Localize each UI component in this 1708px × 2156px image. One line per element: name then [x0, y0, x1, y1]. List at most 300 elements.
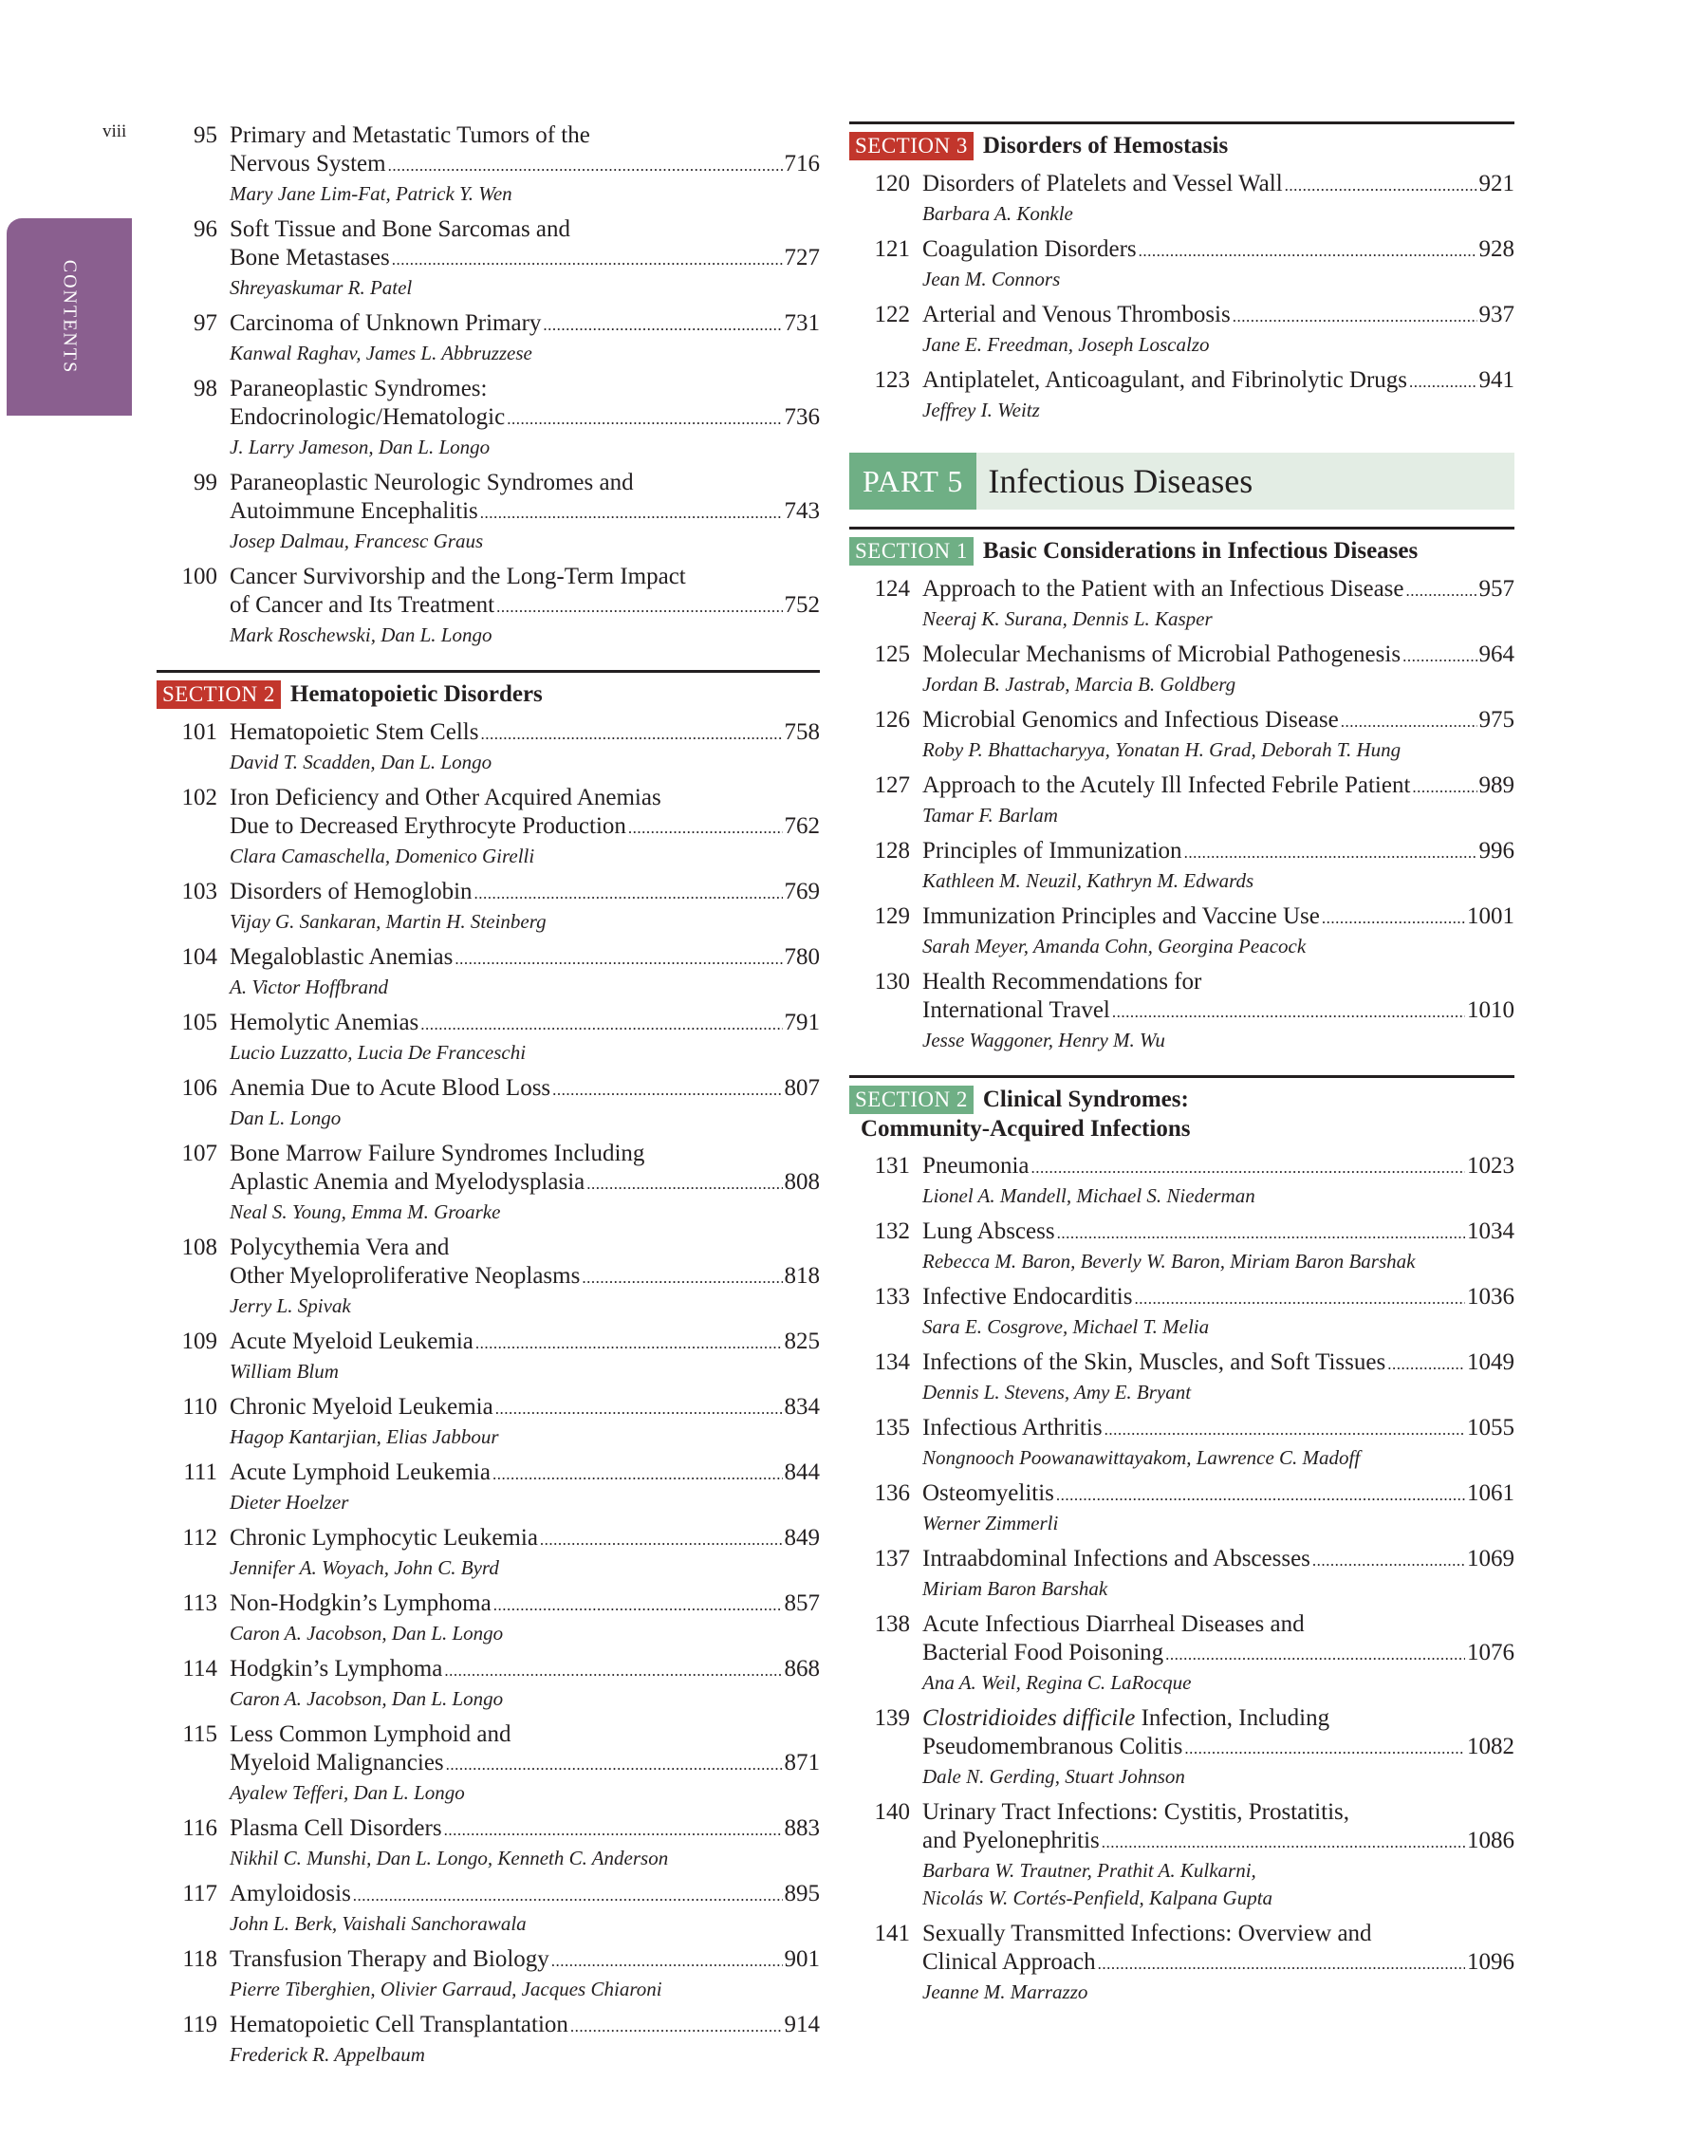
toc-entry [849, 1217, 1514, 1275]
chapter-authors: Ana A. Weil, Regina C. LaRocque [922, 1671, 1192, 1694]
chapter-title: Bone Metastases [230, 245, 390, 270]
chapter-title: Arterial and Venous Thrombosis [922, 302, 1231, 327]
chapter-authors: Neal S. Young, Emma M. Groarke [230, 1200, 501, 1223]
chapter-title-line [157, 1262, 820, 1292]
chapter-authors: Pierre Tiberghien, Olivier Garraud, Jacques Chiaroni [230, 1978, 662, 2000]
chapter-title: Chronic Lymphocytic Leukemia [230, 1525, 538, 1551]
toc-entry [849, 1348, 1514, 1406]
chapter-number: 129 [874, 903, 910, 929]
chapter-title: Principles of Immunization [922, 838, 1182, 864]
chapter-number: 130 [874, 969, 910, 994]
chapter-title: Aplastic Anemia and Myelodysplasia [230, 1169, 585, 1195]
page-number: 762 [784, 813, 820, 839]
chapter-title: Bacterial Food Poisoning [922, 1640, 1164, 1665]
toc-entry [157, 878, 820, 936]
chapter-number: 121 [874, 236, 910, 262]
part-header-infectious [849, 453, 1514, 510]
chapter-title-line [157, 1880, 820, 1910]
chapter-number: 113 [182, 1590, 217, 1616]
toc-entry [157, 563, 820, 649]
chapter-authors: Jordan B. Jastrab, Marcia B. Goldberg [922, 673, 1236, 696]
dot-leader [1402, 641, 1476, 671]
chapter-title-line [157, 718, 820, 749]
chapter-title-line [849, 1283, 1514, 1313]
chapter-title-line [157, 1655, 820, 1685]
dot-leader [1406, 575, 1477, 605]
chapter-number: 126 [874, 707, 910, 733]
chapter-title-line [157, 215, 820, 244]
chapter-number: 127 [874, 772, 910, 798]
chapter-number: 96 [194, 216, 217, 242]
chapter-title-line [157, 1459, 820, 1489]
chapter-authors: Jean M. Connors [922, 268, 1061, 290]
page-number: 941 [1478, 367, 1514, 393]
page-number: 996 [1478, 838, 1514, 864]
page-number: 1023 [1467, 1153, 1514, 1179]
page-number: 1055 [1467, 1415, 1514, 1440]
part-title: Infectious Diseases [976, 453, 1514, 510]
chapter-title: Hodgkin’s Lymphoma [230, 1656, 443, 1682]
section-header-clinical [849, 1075, 1514, 1143]
dot-leader [392, 244, 783, 274]
chapter-title-line [849, 706, 1514, 736]
chapter-authors: Rebecca M. Baron, Beverly W. Baron, Miriam Baron Barshak [922, 1250, 1416, 1273]
chapter-number: 115 [182, 1721, 217, 1747]
dot-leader [1165, 1639, 1465, 1669]
chapter-title-line [849, 1639, 1514, 1669]
dot-leader [1341, 706, 1477, 736]
chapter-title-line [849, 1827, 1514, 1857]
dot-leader [540, 1524, 783, 1554]
dot-leader [1285, 170, 1477, 200]
page-number: 1034 [1467, 1218, 1514, 1244]
chapter-title: Anemia Due to Acute Blood Loss [230, 1075, 551, 1101]
dot-leader [353, 1880, 783, 1910]
chapter-authors: Jerry L. Spivak [230, 1294, 351, 1317]
chapter-title: Chronic Myeloid Leukemia [230, 1394, 493, 1420]
chapter-authors: Dennis L. Stevens, Amy E. Bryant [922, 1381, 1192, 1403]
chapter-number: 137 [874, 1546, 910, 1571]
chapter-title: Health Recommendations for [922, 969, 1202, 994]
page-number: 780 [784, 944, 820, 970]
chapter-number: 105 [181, 1010, 217, 1035]
toc-entry [849, 235, 1514, 293]
page-number: 1010 [1467, 997, 1514, 1023]
page-number: 975 [1478, 707, 1514, 733]
chapter-authors: Miriam Baron Barshak [922, 1577, 1108, 1600]
chapter-title-line [157, 1074, 820, 1105]
page-number: 818 [784, 1263, 820, 1289]
chapter-title-line [157, 1814, 820, 1845]
dot-leader [1105, 1414, 1465, 1444]
dot-leader [1098, 1948, 1465, 1979]
dot-leader [1102, 1827, 1465, 1857]
chapter-number: 140 [874, 1799, 910, 1825]
dot-leader [1184, 837, 1477, 867]
chapter-title-line [157, 403, 820, 434]
chapter-number: 139 [874, 1705, 910, 1731]
chapter-authors: Barbara W. Trautner, Prathit A. Kulkarni, [922, 1859, 1256, 1882]
chapter-title-line [157, 1234, 820, 1262]
page-number: 743 [784, 498, 820, 524]
page-number: 1096 [1467, 1949, 1514, 1975]
chapter-title: Bone Marrow Failure Syndromes Including [230, 1141, 645, 1166]
dot-leader [1139, 235, 1477, 266]
page-number: 871 [784, 1750, 820, 1775]
chapter-title: Plasma Cell Disorders [230, 1815, 442, 1841]
entries-right-b [849, 575, 1514, 1054]
chapter-title-line [849, 996, 1514, 1027]
chapter-title: Megaloblastic Anemias [230, 944, 454, 970]
chapter-authors: J. Larry Jameson, Dan L. Longo [230, 436, 491, 458]
toc-entry [157, 1655, 820, 1713]
dot-leader [628, 812, 783, 843]
toc-entry [849, 366, 1514, 424]
page-number: 1049 [1467, 1349, 1514, 1375]
toc-entry [157, 1814, 820, 1872]
chapter-title: Pneumonia [922, 1153, 1030, 1179]
dot-leader [480, 497, 783, 528]
chapter-title: Disorders of Hemoglobin [230, 879, 473, 904]
dot-leader [420, 1009, 782, 1039]
chapter-title: Lung Abscess [922, 1218, 1055, 1244]
page-number: 857 [784, 1590, 820, 1616]
chapter-title-line [157, 784, 820, 812]
toc-entry [849, 968, 1514, 1054]
chapter-authors: A. Victor Hoffbrand [230, 976, 389, 998]
chapter-authors: Mary Jane Lim-Fat, Patrick Y. Wen [230, 182, 512, 205]
chapter-number: 111 [183, 1459, 217, 1485]
page-number: 914 [784, 2012, 820, 2037]
chapter-authors: Shreyaskumar R. Patel [230, 276, 413, 299]
dot-leader [507, 403, 782, 434]
chapter-title: of Cancer and Its Treatment [230, 592, 495, 618]
chapter-title: Infective Endocarditis [922, 1284, 1133, 1310]
toc-entry [157, 1074, 820, 1132]
chapter-title-line [157, 150, 820, 180]
dot-leader [444, 1814, 783, 1845]
chapter-authors: Caron A. Jacobson, Dan L. Longo [230, 1687, 504, 1710]
chapter-title-line [849, 1545, 1514, 1575]
chapter-number: 98 [194, 376, 217, 401]
chapter-authors: William Blum [230, 1360, 339, 1383]
toc-entry [157, 1459, 820, 1516]
toc-entry [157, 309, 820, 367]
chapter-number: 123 [874, 367, 910, 393]
chapter-title: Hemolytic Anemias [230, 1010, 419, 1035]
chapter-title: Approach to the Acutely Ill Infected Febrile Patient [922, 772, 1411, 798]
chapter-authors: Jane E. Freedman, Joseph Loscalzo [922, 333, 1210, 356]
chapter-authors: Roby P. Bhattacharyya, Yonatan H. Grad, Deborah T. Hung [922, 738, 1402, 761]
chapter-title-line [157, 244, 820, 274]
chapter-authors: Sarah Meyer, Amanda Cohn, Georgina Peacock [922, 935, 1307, 957]
chapter-authors: Hagop Kantarjian, Elias Jabbour [230, 1425, 499, 1448]
chapter-title-line [849, 771, 1514, 802]
page-number: 727 [784, 245, 820, 270]
toc-entry [157, 1234, 820, 1320]
entries-right-c [849, 1152, 1514, 2006]
chapter-title: Carcinoma of Unknown Primary [230, 310, 542, 336]
toc-entry [157, 469, 820, 555]
chapter-authors: Nikhil C. Munshi, Dan L. Longo, Kenneth C. Anderson [230, 1847, 669, 1869]
toc-entry [157, 1880, 820, 1938]
page-number: 849 [784, 1525, 820, 1551]
chapter-authors: Clara Camaschella, Domenico Girelli [230, 845, 535, 867]
chapter-title: Clostridioides difficile Infection, Including [922, 1705, 1330, 1731]
chapter-title: Infectious Arthritis [922, 1415, 1103, 1440]
dot-leader [480, 718, 782, 749]
toc-entry [157, 784, 820, 870]
chapter-number: 120 [874, 171, 910, 196]
dot-leader [1056, 1479, 1465, 1510]
dot-leader [475, 1328, 783, 1358]
toc-entry [157, 375, 820, 461]
chapter-authors: Mark Roschewski, Dan L. Longo [230, 623, 492, 646]
page-number: 895 [784, 1881, 820, 1906]
chapter-number: 114 [182, 1656, 217, 1682]
page-number: 1076 [1467, 1640, 1514, 1665]
toc-entry [849, 301, 1514, 359]
chapter-authors: Jennifer A. Woyach, John C. Byrd [230, 1556, 499, 1579]
chapter-title-line [849, 170, 1514, 200]
chapter-number: 124 [874, 576, 910, 602]
chapter-number: 100 [181, 564, 217, 589]
chapter-title-line [849, 837, 1514, 867]
dot-leader [570, 2011, 783, 2041]
toc-entry [849, 1414, 1514, 1472]
chapter-title: Iron Deficiency and Other Acquired Anemias [230, 785, 661, 810]
chapter-title: Acute Infectious Diarrheal Diseases and [922, 1611, 1305, 1637]
dot-leader [1057, 1217, 1465, 1248]
dot-leader [492, 1459, 783, 1489]
dot-leader [388, 150, 783, 180]
toc-entry [157, 215, 820, 302]
chapter-title-line [157, 375, 820, 403]
chapter-title: Clinical Approach [922, 1949, 1096, 1975]
chapter-authors: Nicolás W. Cortés-Penfield, Kalpana Gupta [922, 1886, 1273, 1909]
dot-leader [1409, 366, 1476, 397]
chapter-title: Molecular Mechanisms of Microbial Pathogenesis [922, 641, 1402, 667]
dot-leader [582, 1262, 782, 1292]
chapter-title-line [849, 1798, 1514, 1827]
page-number: 957 [1478, 576, 1514, 602]
section-badge: SECTION 3 [849, 132, 974, 160]
page-number: 758 [784, 719, 820, 745]
chapter-title-line [849, 968, 1514, 996]
chapter-title: Non-Hodgkin’s Lymphoma [230, 1590, 492, 1616]
chapter-number: 104 [181, 944, 217, 970]
section-title-line2: Community-Acquired Infections [861, 1116, 1191, 1142]
dot-leader [446, 1749, 783, 1779]
right-column [849, 121, 1514, 2014]
chapter-title: Amyloidosis [230, 1881, 351, 1906]
section-title: Disorders of Hemostasis [982, 133, 1229, 158]
chapter-authors: Nongnooch Poowanawittayakom, Lawrence C. Madoff [922, 1446, 1361, 1469]
chapter-title-line [157, 943, 820, 974]
toc-entry [849, 1479, 1514, 1537]
chapter-title: Immunization Principles and Vaccine Use [922, 903, 1320, 929]
dot-leader [551, 1945, 783, 1976]
chapter-title-line [157, 1524, 820, 1554]
chapter-title: Soft Tissue and Bone Sarcomas and [230, 216, 571, 242]
toc-entry [849, 771, 1514, 829]
page-number: 736 [784, 404, 820, 430]
section-badge: SECTION 1 [849, 537, 974, 566]
chapter-title: Cancer Survivorship and the Long-Term Impact [230, 564, 686, 589]
toc-entry [849, 170, 1514, 228]
page-number: 1082 [1467, 1734, 1514, 1759]
chapter-title-line [849, 301, 1514, 331]
chapter-number: 131 [874, 1153, 910, 1179]
chapter-title: Less Common Lymphoid and [230, 1721, 511, 1747]
section-title: Hematopoietic Disorders [289, 681, 543, 707]
chapter-number: 106 [181, 1075, 217, 1101]
chapter-authors: Vijay G. Sankaran, Martin H. Steinberg [230, 910, 547, 933]
chapter-title: International Travel [922, 997, 1110, 1023]
toc-entry [849, 706, 1514, 764]
dot-leader [1322, 902, 1465, 933]
toc-entry [849, 1545, 1514, 1603]
entries-right-a [849, 170, 1514, 424]
dot-leader [474, 878, 783, 908]
toc-entry [849, 1610, 1514, 1697]
page-number: 928 [1478, 236, 1514, 262]
chapter-authors: Frederick R. Appelbaum [230, 2043, 425, 2066]
toc-entry [157, 1393, 820, 1451]
chapter-authors: Lucio Luzzatto, Lucia De Franceschi [230, 1041, 527, 1064]
chapter-number: 117 [182, 1881, 217, 1906]
chapter-number: 122 [874, 302, 910, 327]
chapter-title: Myeloid Malignancies [230, 1750, 444, 1775]
page-number: 964 [1478, 641, 1514, 667]
chapter-number: 116 [182, 1815, 217, 1841]
section-title: Basic Considerations in Infectious Diseases [982, 538, 1419, 564]
chapter-title: Endocrinologic/Hematologic [230, 404, 506, 430]
chapter-title-line [849, 1479, 1514, 1510]
chapter-title: Paraneoplastic Neurologic Syndromes and [230, 470, 634, 495]
chapter-number: 135 [874, 1415, 910, 1440]
chapter-title-line [157, 121, 820, 150]
chapter-number: 119 [182, 2012, 217, 2037]
page-number: 752 [784, 592, 820, 618]
chapter-number: 108 [181, 1235, 217, 1260]
toc-entry [157, 718, 820, 776]
side-tab-label: CONTENTS [59, 259, 81, 375]
dot-leader [1312, 1545, 1465, 1575]
chapter-authors: Sara E. Cosgrove, Michael T. Melia [922, 1315, 1210, 1338]
chapter-number: 103 [181, 879, 217, 904]
toc-entry [157, 2011, 820, 2069]
chapter-authors: Werner Zimmerli [922, 1512, 1059, 1534]
chapter-number: 97 [194, 310, 217, 336]
section-badge: SECTION 2 [157, 680, 281, 709]
chapter-authors: John L. Berk, Vaishali Sanchorawala [230, 1912, 527, 1935]
chapter-title: Coagulation Disorders [922, 236, 1137, 262]
chapter-authors: Dale N. Gerding, Stuart Johnson [922, 1765, 1185, 1788]
page-number: 883 [784, 1815, 820, 1841]
page-number: 1001 [1467, 903, 1514, 929]
page-folio: viii [102, 121, 127, 141]
page-number: 1069 [1467, 1546, 1514, 1571]
toc-entry [849, 1798, 1514, 1912]
chapter-authors: Caron A. Jacobson, Dan L. Longo [230, 1622, 504, 1645]
part-badge: PART 5 [849, 453, 976, 510]
page-number: 844 [784, 1459, 820, 1485]
section-header-hematopoietic [157, 670, 820, 709]
left-column [157, 121, 820, 2076]
chapter-title-line [157, 563, 820, 591]
chapter-title-line [849, 575, 1514, 605]
toc-entry [157, 1140, 820, 1226]
toc-entry [157, 943, 820, 1001]
page-number: 989 [1478, 772, 1514, 798]
toc-entry [849, 902, 1514, 960]
chapter-authors: Josep Dalmau, Francesc Graus [230, 530, 484, 552]
chapter-number: 125 [874, 641, 910, 667]
page-number: 1061 [1467, 1480, 1514, 1506]
chapter-title: Hematopoietic Stem Cells [230, 719, 479, 745]
chapter-title-line [849, 366, 1514, 397]
chapter-title-line [157, 1749, 820, 1779]
dot-leader [496, 591, 782, 622]
chapter-title: Acute Lymphoid Leukemia [230, 1459, 491, 1485]
chapter-title-line [849, 1948, 1514, 1979]
chapter-title-line [157, 1720, 820, 1749]
chapter-title: Intraabdominal Infections and Abscesses [922, 1546, 1310, 1571]
chapter-number: 109 [181, 1329, 217, 1354]
dot-leader [1134, 1283, 1465, 1313]
page-number: 1086 [1467, 1828, 1514, 1853]
toc-entry [849, 1704, 1514, 1791]
chapter-title: Antiplatelet, Anticoagulant, and Fibrinolytic Drugs [922, 367, 1408, 393]
chapter-authors: Dan L. Longo [230, 1106, 342, 1129]
toc-entry [849, 1152, 1514, 1210]
toc-entry [849, 575, 1514, 633]
dot-leader [1412, 771, 1476, 802]
section-header-basic [849, 527, 1514, 566]
chapter-number: 99 [194, 470, 217, 495]
chapter-title: Pseudomembranous Colitis [922, 1734, 1183, 1759]
dot-leader [455, 943, 782, 974]
chapter-title-line [157, 591, 820, 622]
chapter-authors: Kathleen M. Neuzil, Kathryn M. Edwards [922, 869, 1254, 892]
chapter-number: 138 [874, 1611, 910, 1637]
dot-leader [1031, 1152, 1466, 1182]
chapter-title: Hematopoietic Cell Transplantation [230, 2012, 568, 2037]
chapter-authors: Jesse Waggoner, Henry M. Wu [922, 1029, 1165, 1051]
toc-entry [157, 1009, 820, 1067]
dot-leader [552, 1074, 782, 1105]
chapter-authors: Kanwal Raghav, James L. Abbruzzese [230, 342, 532, 364]
chapter-title: Disorders of Platelets and Vessel Wall [922, 171, 1283, 196]
toc-entry [849, 1283, 1514, 1341]
chapter-title: Infections of the Skin, Muscles, and Soft Tissues [922, 1349, 1386, 1375]
section-title: Clinical Syndromes: [982, 1087, 1189, 1112]
chapter-title-line [849, 1733, 1514, 1763]
dot-leader [543, 309, 782, 340]
dot-leader [495, 1393, 783, 1423]
page-number: 791 [784, 1010, 820, 1035]
chapter-title-line [849, 1217, 1514, 1248]
page-number: 921 [1478, 171, 1514, 196]
chapter-title-line [157, 1945, 820, 1976]
chapter-title: Sexually Transmitted Infections: Overview and [922, 1921, 1372, 1946]
chapter-title: Primary and Metastatic Tumors of the [230, 122, 590, 148]
toc-entry [157, 1589, 820, 1647]
chapter-authors: Dieter Hoelzer [230, 1491, 349, 1514]
chapter-authors: Lionel A. Mandell, Michael S. Niederman [922, 1184, 1255, 1207]
chapter-title: Other Myeloproliferative Neoplasms [230, 1263, 581, 1289]
